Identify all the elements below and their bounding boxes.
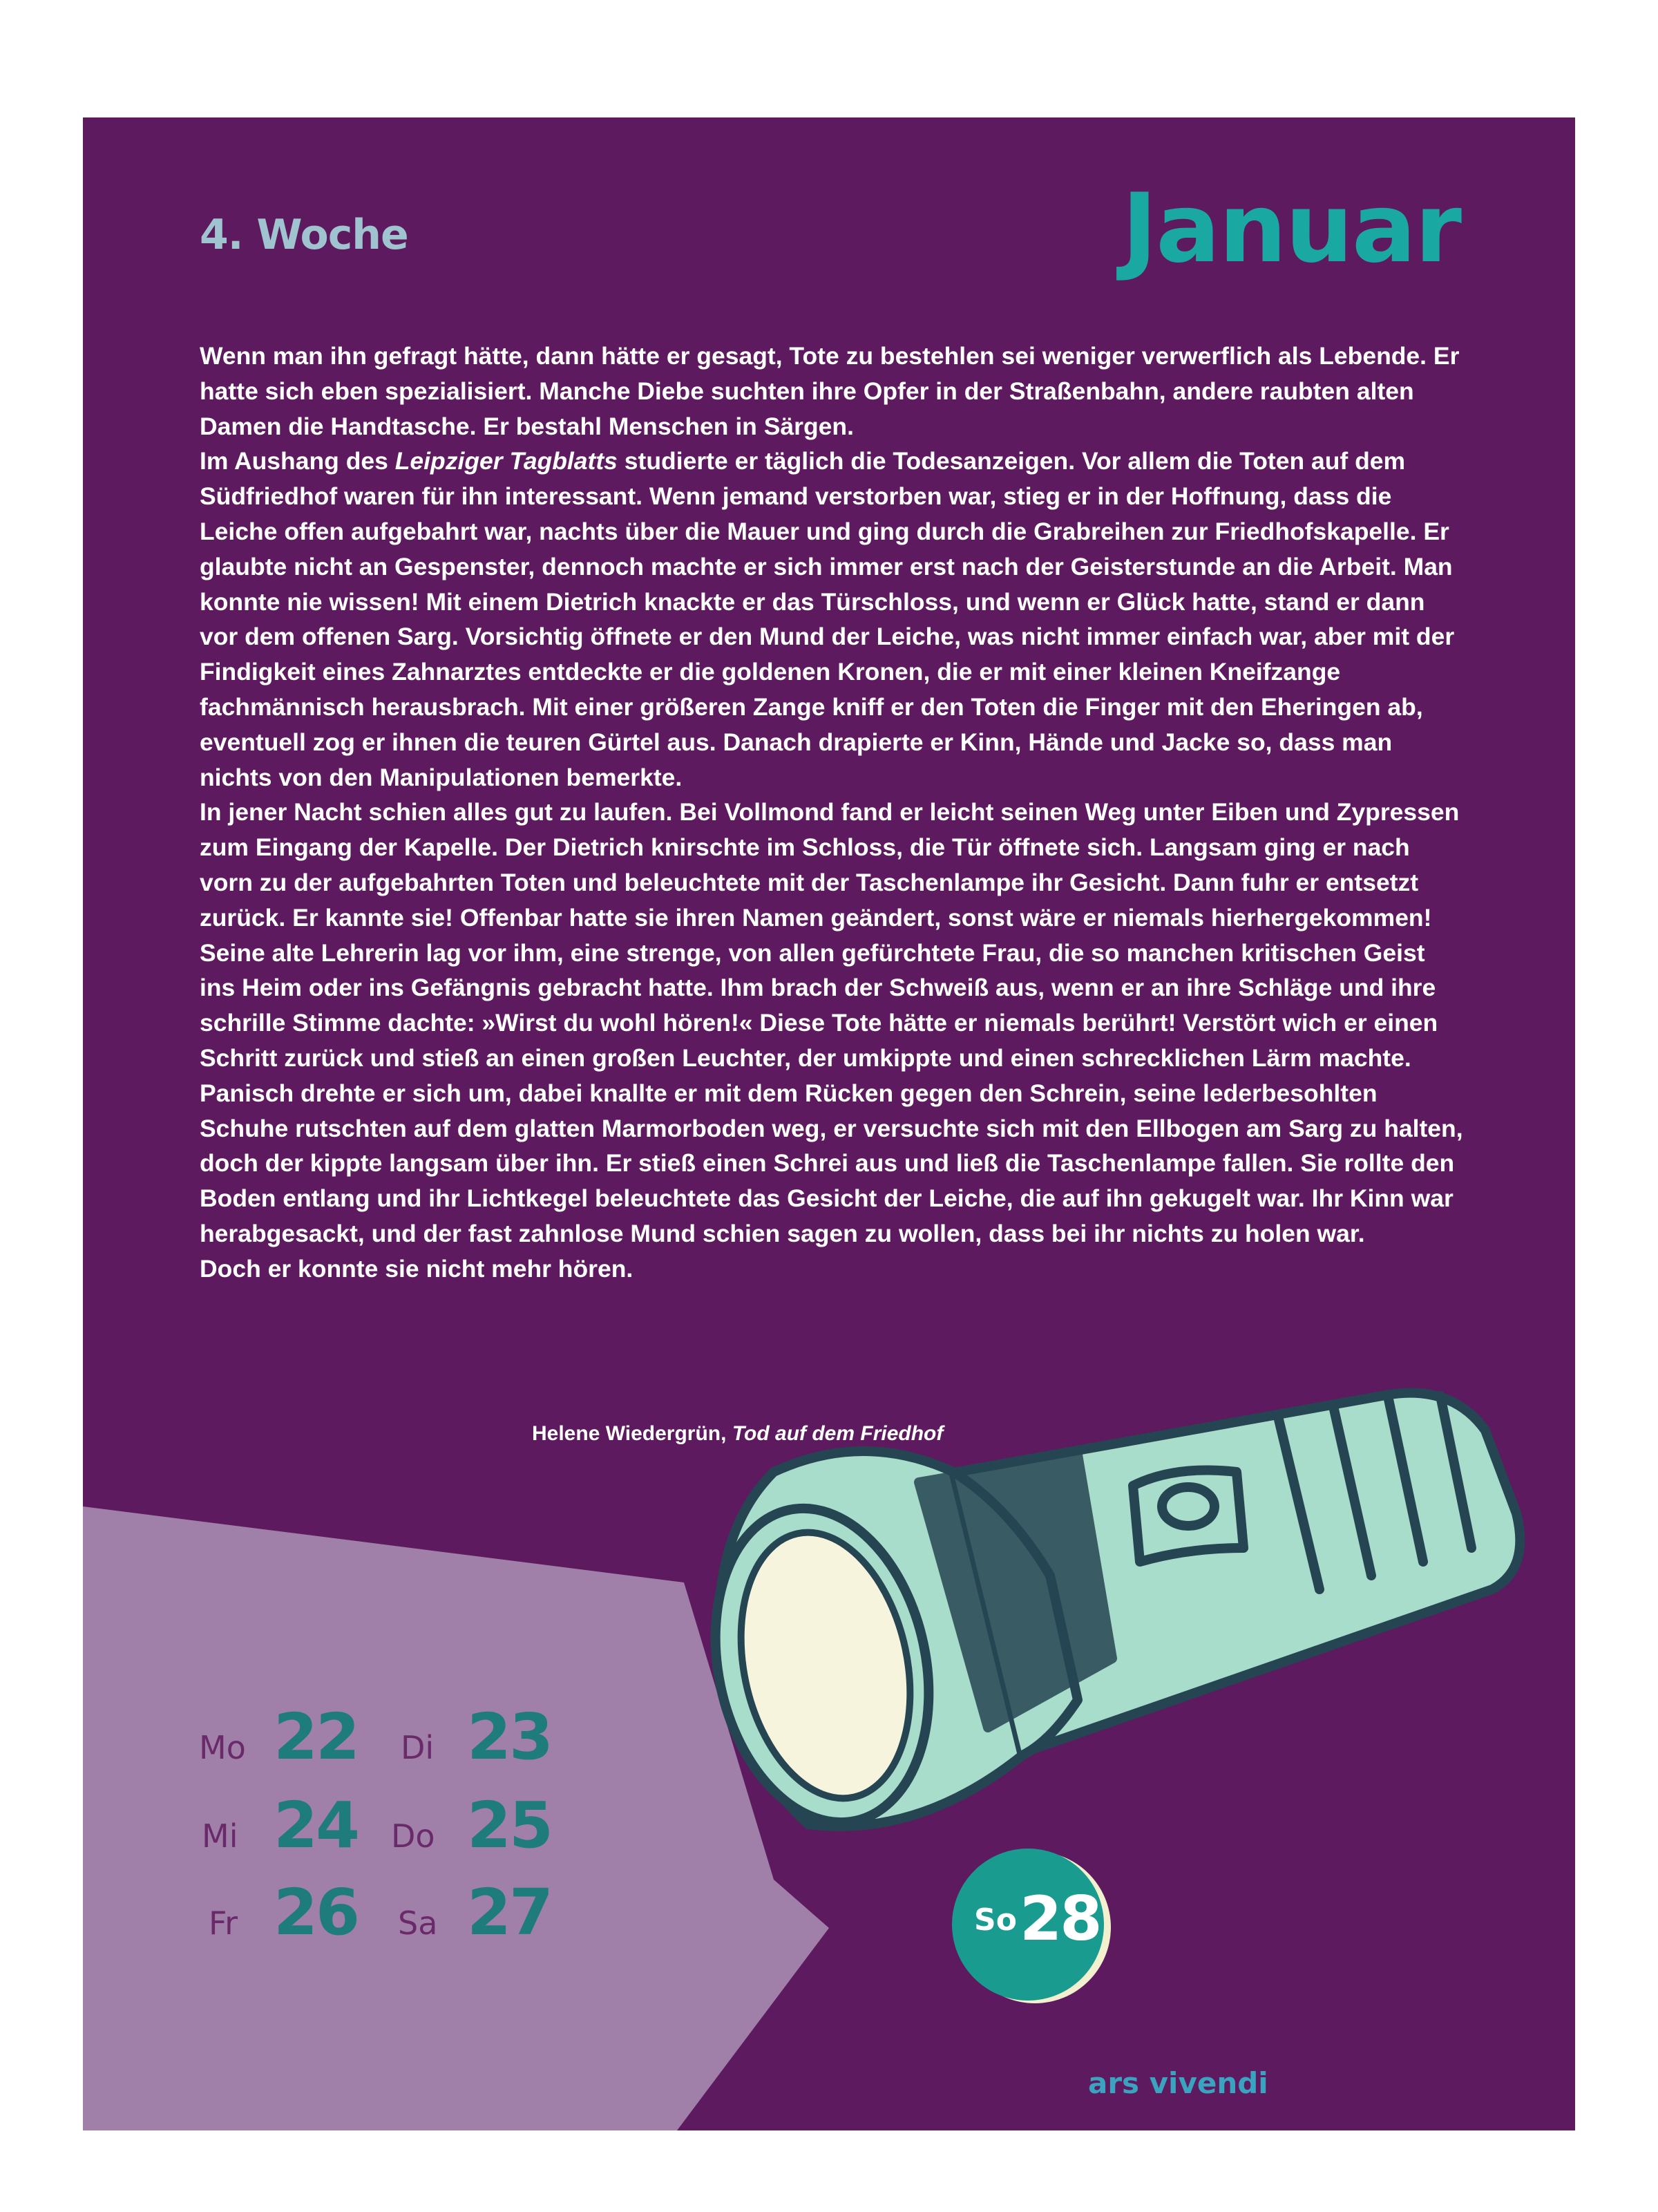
day-number: 24: [274, 1788, 359, 1862]
day-monday: [199, 1700, 358, 1774]
day-thursday: [391, 1788, 551, 1862]
story-paragraph: Wenn man ihn gefragt hätte, dann hätte er gesagt, Tote zu bestehlen sei weniger verwerflich als Lebende. Er hatte sich eben spezialisiert. Manche Diebe suchten ihre Opfer in der Straßenbahn, andere raubten alten Damen die Handtasche. Er bestahl Menschen in Särgen.: [200, 342, 1460, 440]
story-paragraph: [200, 444, 1464, 795]
flashlight-illustration: [691, 1368, 1541, 1893]
day-number: 25: [467, 1788, 552, 1862]
story-title: Tod auf dem Friedhof: [732, 1422, 944, 1445]
day-name: So: [974, 1902, 1017, 1938]
story-text: [200, 339, 1464, 1287]
newspaper-name: Leipziger Tagblatts: [394, 447, 618, 475]
author-name: Helene Wiedergrün,: [532, 1422, 727, 1445]
day-name: Di: [401, 1729, 435, 1766]
day-name: Do: [391, 1817, 435, 1855]
week-label: 4. Woche: [200, 211, 408, 259]
day-saturday: [398, 1875, 551, 1949]
day-tuesday: [401, 1700, 551, 1774]
story-paragraph-rest: studierte er täglich die Todesanzeigen. Vor allem die Toten auf dem Südfriedhof waren für ihn interessant. Wenn jemand verstorben war, stieg er in der Hoffnung, dass die Leiche offen aufgebahrt war, nachts über die Mauer und ging durch die Grabreihen zur Friedhofskapelle. Er glaubte nicht an Gespenster, dennoch machte er sich immer erst nach der Geisterstunde an die Arbeit. Man konnte nie wissen! Mit einem Dietrich knackte er das Türschloss, und wenn er Glück hatte, stand er dann vor dem offenen Sarg. Vorsichtig öffnete er den Mund der Leiche, was nicht immer einfach war, aber mit der Findigkeit eines Zahnarztes entdeckte er die goldenen Kronen, die er mit einer kleinen Kneifzange fachmännisch herausbrach. Mit einer größeren Zange kniff er den Toten die Finger mit den Eheringen ab, eventuell zog er ihnen die teuren Gürtel aus. Danach drapierte er Kinn, Hände und Jacke so, dass man nichts von den Manipulationen bemerkte.: [200, 447, 1455, 791]
day-name: Fr: [209, 1904, 238, 1942]
calendar-page: [83, 117, 1575, 2130]
day-number: 26: [274, 1875, 359, 1949]
sunday-badge: [952, 1849, 1108, 2005]
day-number: 23: [467, 1700, 552, 1774]
day-name: Sa: [398, 1904, 438, 1942]
day-number: 27: [467, 1875, 552, 1949]
month-title: Januar: [1121, 173, 1460, 284]
day-friday: [209, 1875, 358, 1949]
day-name: Mo: [199, 1729, 246, 1766]
publisher-logo: ars vivendi: [1088, 2066, 1268, 2100]
story-paragraph-prefix: Im Aushang des: [200, 447, 388, 475]
day-number: 22: [274, 1700, 359, 1774]
story-paragraph: In jener Nacht schien alles gut zu laufen. Bei Vollmond fand er leicht seinen Weg unter Eiben und Zypressen zum Eingang der Kapelle. Der Dietrich knirschte im Schloss, die Tür öffnete sich. Langsam ging er nach vorn zu der aufgebahrten Toten und beleuchtete mit der Taschenlampe ihr Gesicht. Dann fuhr er entsetzt zurück. Er kannte sie! Offenbar hatte sie ihren Namen geändert, sonst wäre er niemals hierhergekommen! Seine alte Lehrerin lag vor ihm, eine strenge, von allen gefürchtete Frau, die so manchen kritischen Geist ins Heim oder ins Gefängnis gebracht hatte. Ihm brach der Schweiß aus, wenn er an ihre Schläge und ihre schrille Stimme dachte: »Wirst du wohl hören!« Diese Tote hätte er niemals berührt! Verstört wich er einen Schritt zurück und stieß an einen großen Leuchter, der umkippte und einen schrecklichen Lärm machte. Panisch drehte er sich um, dabei knallte er mit dem Rücken gegen den Schrein, seine lederbesohlten Schuhe rutschten auf dem glatten Marmorboden weg, er versuchte sich mit den Ellbogen am Sarg zu halten, doch der kippte langsam über ihn. Er stieß einen Schrei aus und ließ die Taschenlampe fallen. Sie rollte den Boden entlang und ihr Lichtkegel beleuchtete das Gesicht der Leiche, die auf ihn gekugelt war. Ihr Kinn war herabgesackt, und der fast zahnlose Mund schien sagen zu wollen, dass bei ihr nichts zu holen war.: [200, 798, 1463, 1247]
day-wednesday: [202, 1788, 358, 1862]
day-number: 28: [1020, 1883, 1100, 1954]
day-name: Mi: [202, 1817, 238, 1855]
story-paragraph: Doch er konnte sie nicht mehr hören.: [200, 1254, 633, 1283]
